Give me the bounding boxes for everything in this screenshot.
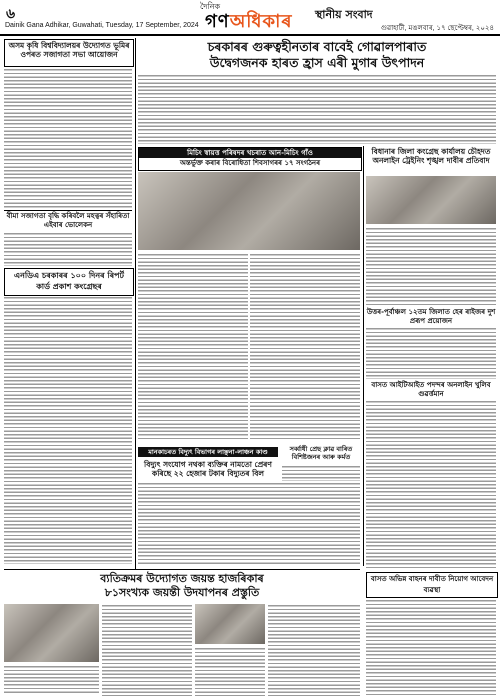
story-left2-headline: বীমা সজাগতা বৃদ্ধি কৰিবলৈ মহত্বৰ সঁহাৰিতা এইবাৰ ভোলেকন: [6, 211, 130, 229]
bottom-headline: [4, 572, 360, 600]
bottom-headline-line1: ব্যতিক্ৰমৰ উদ্যোগত জয়ন্ত হাজৰিকাৰ: [100, 572, 264, 585]
story-right4-headline: বাসত অভিন্ন বাহনৰ দাবীত নিয়োগ আবেদন ব্যৱস্থা: [370, 574, 494, 594]
story-right2-body: [366, 327, 496, 379]
story-right1-body: [366, 227, 496, 307]
column-rule: [363, 146, 364, 566]
story-left3-headline: এনডিএ চৰকাৰৰ ১০০ দিনৰ ৰিপৰ্ট কাৰ্ড প্ৰকাশ কংগ্ৰেছৰ: [14, 270, 124, 291]
masthead-rule: [0, 34, 500, 36]
paper-title-part-a: গণ: [205, 11, 230, 32]
column-rule: [135, 38, 136, 570]
story-left2-body: [4, 232, 132, 266]
mid-story-headline-box: [138, 147, 362, 171]
story-left1-headline: অসম কৃষি বিশ্ববিদ্যালয়ৰ উদ্যোগত ভূমিৰ ওপৰত সজাগতা সভা আয়োজন: [8, 41, 130, 59]
story-right1-headline: বিধানাৰ জিলা কংগ্ৰেছ কাৰ্যালয় চৌহদত অনলাইন ট্ৰেইনিং শৃঙ্খল দাবীৰ প্ৰতিবাদ: [371, 147, 491, 165]
bottom-headline-line2: ৮১সংখ্যক জয়ন্তী উদযাপনৰ প্ৰস্তুতি: [104, 586, 260, 599]
story-left3-body: [4, 296, 132, 564]
story-right2-headline: উত্তৰ-পূৰ্বাঞ্চল ১২তম জিলাত হেৰ ৰাইজৰ দুশ প্ৰৰূপ প্ৰয়োজন: [366, 307, 496, 325]
bottom-photo-caption: [4, 665, 99, 695]
main-headline-line2: উদ্বেগজনক হাৰত হ্ৰাস এৰী মুগাৰ উৎপাদন: [209, 55, 425, 70]
story-bottomcol-headline: সৰ্ব্বাধী প্ৰেছ ক্লাৱ বাৰিত বিশিষ্টজনৰ আৰু কৰ্মত: [289, 445, 353, 461]
section-name: স্থানীয় সংবাদ: [315, 8, 373, 21]
story-right4-body: [366, 599, 496, 696]
mid-story-headline-line1: মিচিং স্বায়ত্ত পৰিষদৰ খচৰাত আন-মিচিং গাঁও: [139, 148, 361, 158]
power-story-headline: বিদ্যুৎ সংযোগ নথকা ব্যক্তিৰ নামতো প্ৰেৰণ কৰিছে ২২ হেজাৰ টকাৰ বিদ্যুতৰ বিল: [144, 460, 272, 478]
story-right3-headline: বাসত আইটিআইত পদন্দৰ অনলাইন খুলিব গুৱৰ্ত্তমান: [371, 380, 491, 398]
mid-story-body-col2: [250, 253, 360, 441]
story-right4-headline-box: [366, 572, 498, 598]
story-left1-body: [4, 68, 132, 208]
mid-story-body-col1: [138, 253, 248, 441]
story-right1-photo: [366, 176, 496, 224]
story-left3-headline-box: [4, 268, 134, 296]
bottom-photo-left: [4, 604, 99, 662]
page-number: ৬: [6, 6, 16, 22]
power-story-kicker: মানকাচৰত বিদ্যুৎ বিভাগৰ লাঞ্ছনা-লাঞ্চন কাণ্ড: [138, 447, 278, 457]
masthead: [0, 0, 500, 36]
main-story-body: [138, 74, 496, 144]
paper-title-dainik: দৈনিক: [200, 2, 221, 11]
bottom-story-body-col2: [195, 647, 265, 696]
main-headline-line1: চৰকাৰৰ গুৰুত্বহীনতাৰ বাবেই গোৱালপাৰাত: [207, 39, 427, 54]
main-headline: [138, 39, 496, 71]
paper-title-part-b: অধিকাৰ: [229, 11, 293, 32]
story-left1-headline-box: [4, 39, 134, 67]
power-story-body: [138, 482, 360, 566]
bottom-story-body-col1: [102, 604, 192, 696]
bottom-story-body-col3: [268, 604, 360, 696]
mid-story-headline-line2: অন্তৰ্ভুক্ত কৰাৰ বিৰোধিতা শিবসাগৰৰ ১৭ সংগঠনৰ: [179, 158, 321, 167]
story-right3-body: [366, 400, 496, 568]
dateline-english: Dainik Gana Adhikar, Guwahati, Tuesday, 17 September, 2024: [5, 22, 199, 29]
group-photo: [138, 172, 360, 250]
mid-story-headline: [139, 148, 361, 168]
story-bottomcol-body: [282, 465, 360, 481]
dateline-assamese: গুৱাহাটী, মঙলবাৰ, ১৭ ছেপ্টেম্বৰ, ২০২৪: [380, 25, 494, 32]
bottom-photo-right: [195, 604, 265, 644]
divider: [4, 569, 360, 570]
